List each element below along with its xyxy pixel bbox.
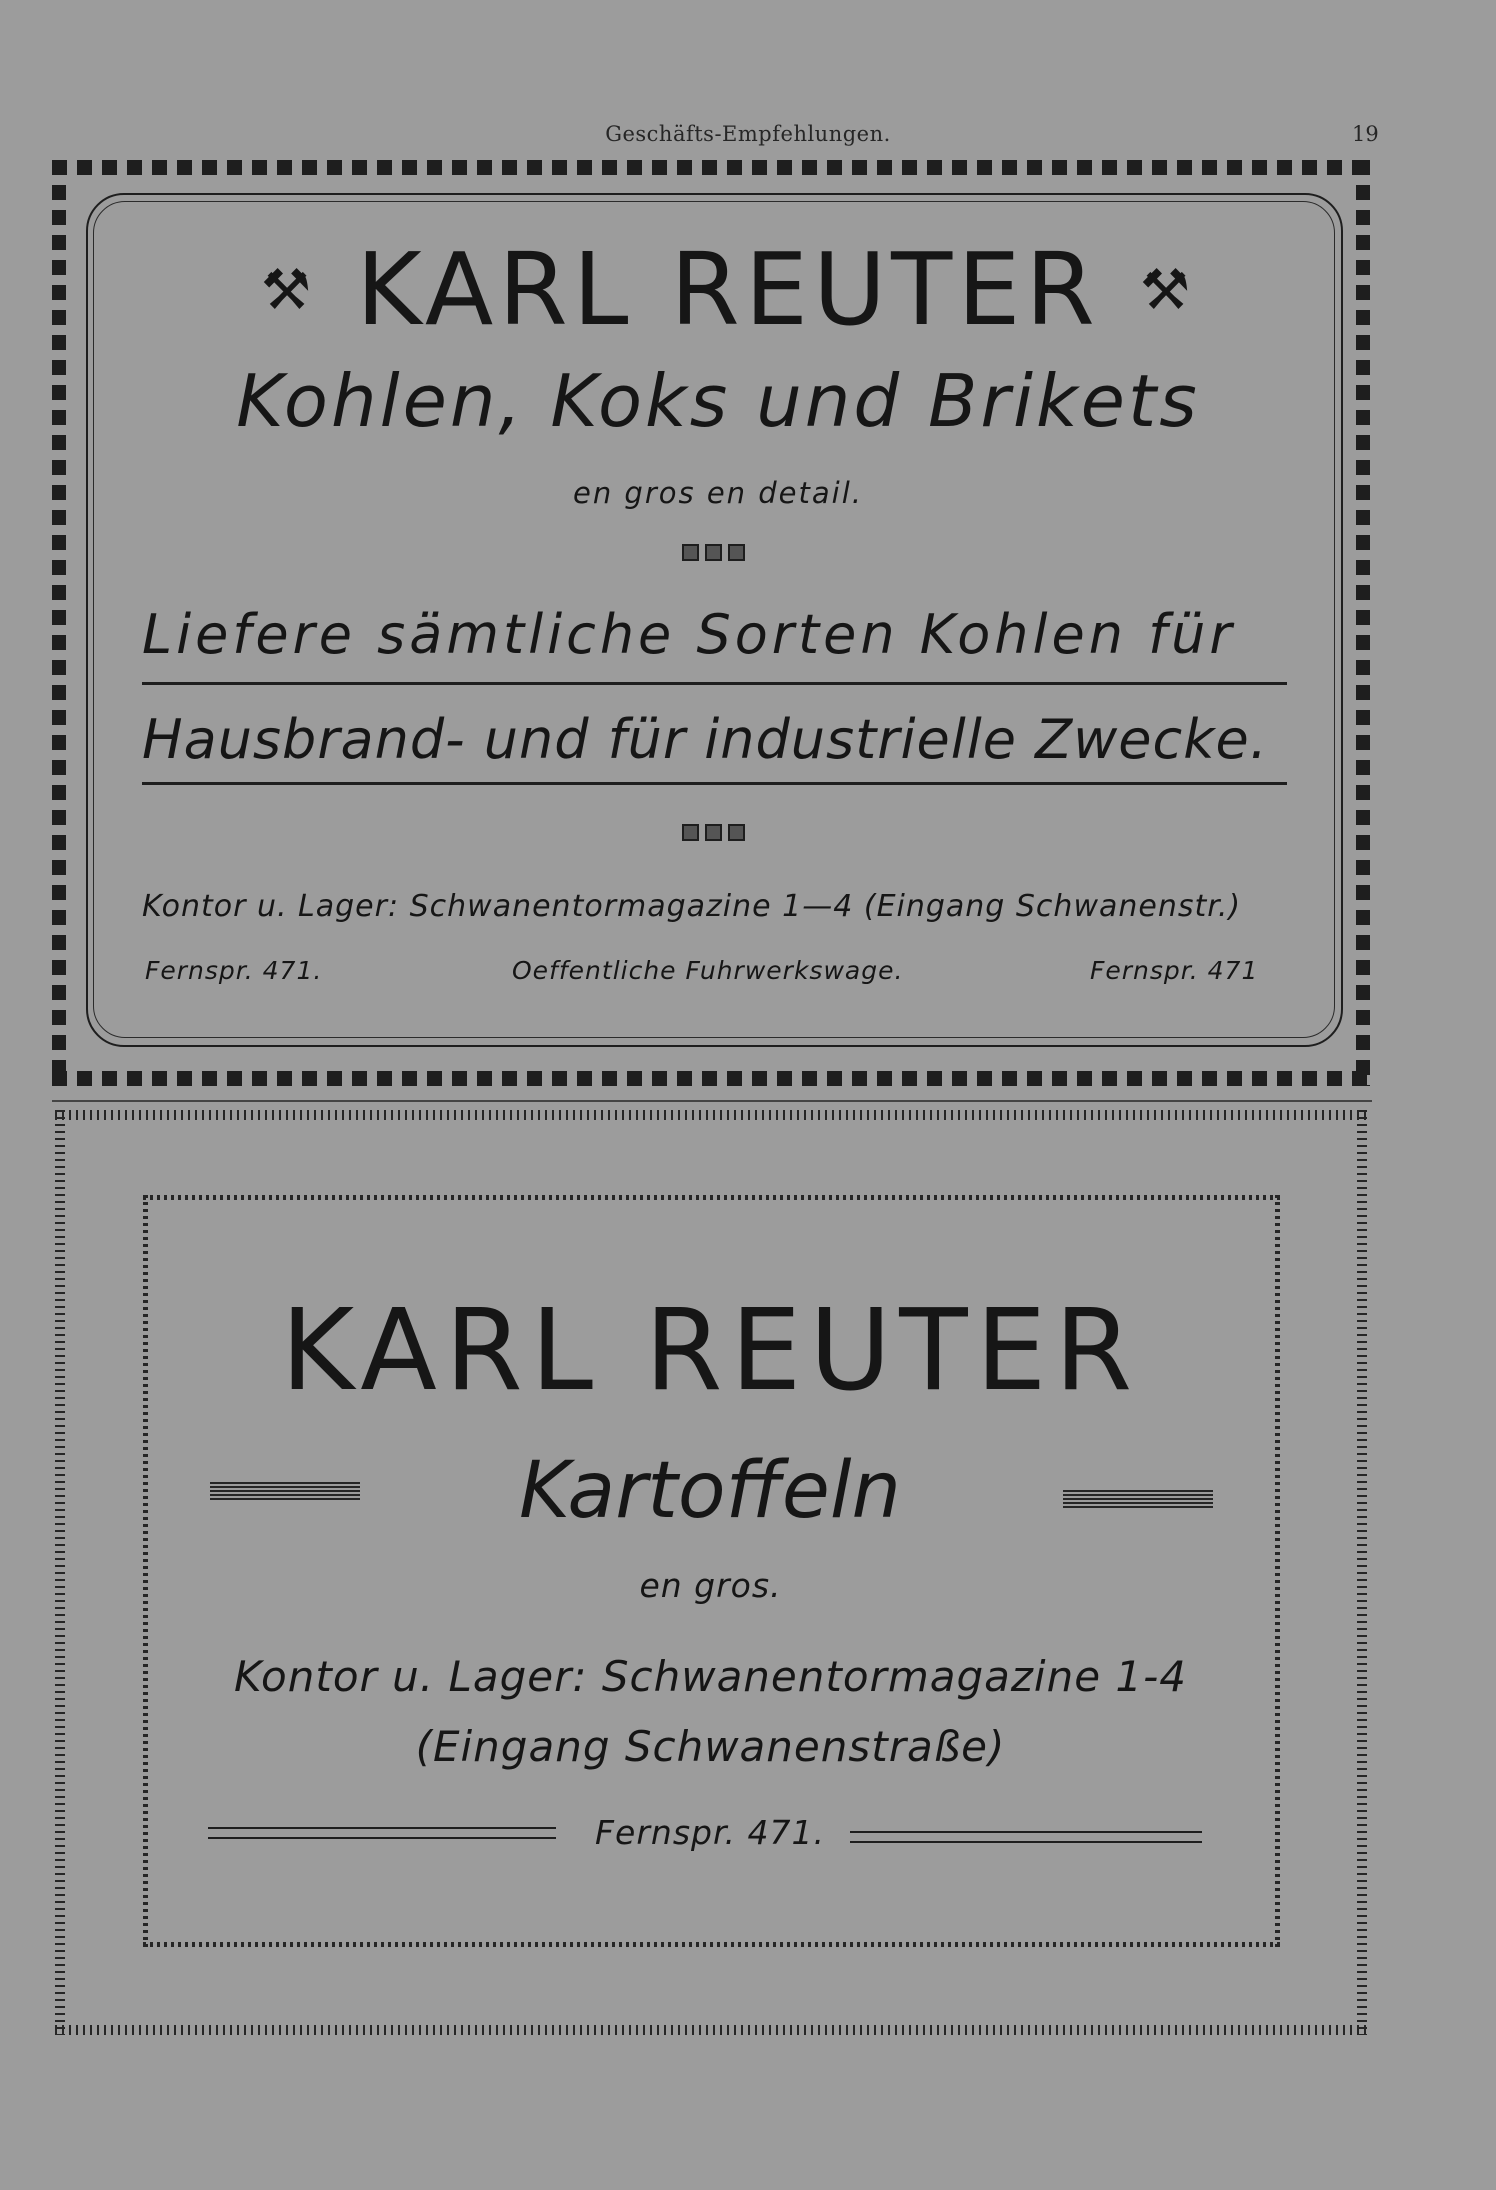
ad-potatoes-kontor: Kontor u. Lager: Schwanentormagazine 1-4 [233,1652,1187,1701]
ad-potatoes-trade: en gros. [639,1566,782,1605]
page-number: 19 [1352,122,1379,146]
dotted-frame-bottom [143,1942,1280,1947]
checker-border-top [52,160,1370,175]
ad-potatoes-phone: Fernspr. 471. [595,1813,825,1852]
ad-potatoes-entrance: (Eingang Schwanenstraße) [415,1722,1006,1771]
separator-line [52,1100,1372,1102]
underline-rule [142,782,1287,785]
decorative-rule-left [210,1482,360,1500]
ad-coal-scale: Oeffentliche Fuhrwerkswage. [512,956,904,985]
hammer-and-pick-icon: ⚒ [260,257,317,323]
decorative-rule-right [1063,1490,1213,1508]
checker-border-right [1356,160,1370,1086]
running-head: Geschäfts-Empfehlungen. [605,122,891,146]
checker-border-bottom [52,1071,1370,1086]
ad-coal-phone-right: Fernspr. 471 [1090,956,1259,985]
ornament-squares [0,544,1426,565]
hammer-and-pick-icon: ⚒ [1139,257,1196,323]
ad-coal-title-row [128,231,1328,348]
ornament-squares [0,824,1426,845]
ad-coal-phone-left: Fernspr. 471. [145,956,323,985]
tick-border-left [55,1110,65,2035]
ad-coal-kontor: Kontor u. Lager: Schwanentormagazine 1—4 (Eingang Schwanenstr.) [142,889,1242,924]
underline-rule [142,682,1287,685]
tick-border-bottom [55,2025,1367,2035]
ad-coal-trade: en gros en detail. [572,476,863,510]
tick-border-right [1357,1110,1367,2035]
double-rule-right [850,1831,1202,1843]
ad-potatoes-title: KARL REUTER [280,1286,1141,1416]
ad-coal-line-1: Liefere sämtliche Sorten Kohlen für [142,603,1236,666]
ad-coal-line-2: Hausbrand- und für industrielle Zwecke. [142,708,1268,771]
checker-border-left [52,160,66,1086]
ad-potatoes-subtitle: Kartoffeln [519,1446,901,1536]
ad-coal-subtitle: Kohlen, Koks und Brikets [236,359,1200,443]
ad-coal-title: KARL REUTER [356,231,1100,348]
double-rule-left [208,1827,556,1839]
tick-border-top [55,1110,1367,1120]
dotted-frame-top [143,1195,1280,1200]
